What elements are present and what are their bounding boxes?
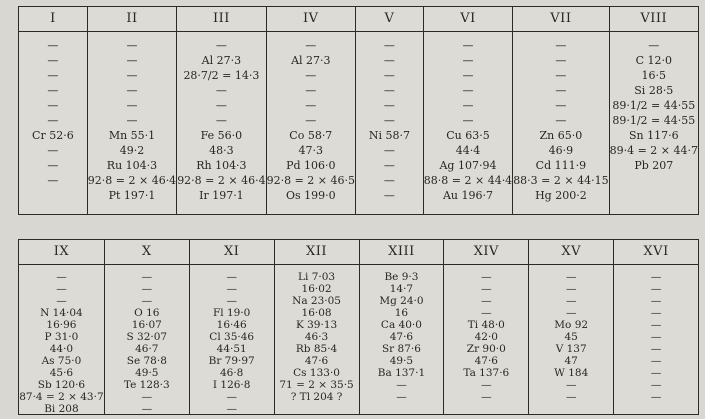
table-cell: — — [565, 283, 577, 295]
table-cell: — — [126, 69, 138, 82]
table-cell: — — [305, 99, 317, 112]
table-cell: — — [141, 295, 153, 307]
table-cell: 47·6 — [389, 331, 414, 343]
column-header: X — [105, 240, 189, 265]
table-cell: 47·6 — [304, 355, 329, 367]
table-cell: 89·1/2 = 44·55 — [612, 99, 696, 112]
table-cell: — — [47, 39, 59, 52]
table-column — [176, 7, 265, 214]
table-cell: — — [650, 283, 662, 295]
table-cell: — — [47, 99, 59, 112]
table-cell: — — [383, 189, 395, 202]
table-cell: — — [650, 271, 662, 283]
table-cell: — — [305, 114, 317, 127]
table-cell: 47·6 — [474, 355, 498, 367]
table-cell: — — [481, 283, 492, 295]
table-cell: — — [481, 379, 492, 391]
table-cell: — — [650, 331, 662, 343]
table-cell: — — [215, 39, 227, 52]
table-cell: — — [47, 54, 59, 67]
table-cell: Zn 65·0 — [539, 129, 583, 142]
table-cell: P 31·0 — [44, 331, 79, 343]
table-cell: Ti 48·0 — [467, 319, 505, 331]
table-cell: 47 — [564, 355, 578, 367]
table-cell: — — [141, 271, 153, 283]
table-cell: ? Tl 204 ? — [290, 391, 343, 403]
table-cell: 42·0 — [474, 331, 498, 343]
column-header: XV — [529, 240, 613, 265]
table-column — [512, 7, 608, 214]
column-header: XVI — [614, 240, 698, 265]
table-cell: Sn 117·6 — [628, 129, 679, 142]
table-cell: — — [56, 271, 67, 283]
table-cell: Ca 40·0 — [380, 319, 422, 331]
table-cell: Mg 24·0 — [379, 295, 424, 307]
table-cell: 87·4 = 2 × 43·7 — [19, 391, 104, 403]
table-cell: — — [126, 54, 138, 67]
table-column — [266, 7, 355, 214]
table-cell: Se 78·8 — [126, 355, 167, 367]
table-cell: Na 23·05 — [292, 295, 341, 307]
table-cell: W 184 — [554, 367, 589, 379]
table-cell: I 126·8 — [212, 379, 251, 391]
table-cell: Cs 133·0 — [293, 367, 340, 379]
table-cell: — — [650, 343, 662, 355]
table-cell: 92·8 = 2 × 46·4 — [177, 174, 266, 187]
bottom-table — [18, 239, 699, 415]
table-cell: — — [462, 99, 474, 112]
table-cell: Mo 92 — [554, 319, 589, 331]
table-column — [87, 7, 176, 214]
table-cell: C 12·0 — [635, 54, 672, 67]
table-cell: 47·3 — [298, 144, 324, 157]
table-cell: — — [47, 69, 59, 82]
table-column — [19, 240, 104, 415]
table-cell: — — [305, 69, 317, 82]
table-column — [274, 240, 359, 415]
table-cell: — — [383, 54, 395, 67]
table-cell: 28·7/2 = 14·3 — [183, 69, 260, 82]
table-cell: Cr 52·6 — [32, 129, 74, 142]
table-cell: — — [565, 295, 577, 307]
table-cell: 46·8 — [219, 367, 244, 379]
column-header: XIV — [444, 240, 528, 265]
table-cell: Pd 106·0 — [286, 159, 336, 172]
table-cell: Ni 58·7 — [368, 129, 410, 142]
table-cell: — — [481, 391, 492, 403]
table-cell: 16·46 — [216, 319, 247, 331]
table-cell: 44·51 — [216, 343, 247, 355]
table-cell: 44·4 — [455, 144, 481, 157]
table-cell: — — [481, 295, 492, 307]
column-header: VIII — [610, 7, 698, 32]
table-cell: — — [383, 144, 395, 157]
table-cell: 48·3 — [209, 144, 234, 157]
table-cell: 89·1/2 = 44·55 — [612, 114, 696, 127]
table-cell: 16·02 — [301, 283, 332, 295]
column-header: V — [356, 7, 423, 32]
table-cell: — — [383, 69, 395, 82]
table-cell: Cu 63·5 — [446, 129, 490, 142]
table-cell: 71 = 2 × 35·5 — [279, 379, 354, 391]
table-cell: 14·7 — [389, 283, 414, 295]
table-column — [423, 7, 512, 214]
table-column — [609, 7, 698, 214]
table-cell: — — [650, 319, 662, 331]
table-cell: — — [305, 39, 317, 52]
table-cell: Te 128·3 — [123, 379, 170, 391]
table-cell: — — [226, 403, 237, 415]
table-cell: — — [555, 54, 567, 67]
table-cell: 16·08 — [301, 307, 332, 319]
table-cell: 88·3 = 2 × 44·15 — [513, 174, 609, 187]
table-cell: 44·0 — [49, 343, 74, 355]
column-header: VI — [424, 7, 512, 32]
table-cell: Mn 55·1 — [108, 129, 156, 142]
table-cell: 49·2 — [119, 144, 145, 157]
table-cell: — — [226, 391, 237, 403]
table-cell: 92·8 = 2 × 46·5 — [266, 174, 355, 187]
table-cell: — — [226, 283, 237, 295]
table-cell: — — [565, 271, 577, 283]
table-cell: Be 9·3 — [384, 271, 419, 283]
table-cell: Ba 137·1 — [377, 367, 426, 379]
table-cell: Br 79·97 — [208, 355, 255, 367]
table-cell: 16·96 — [46, 319, 77, 331]
table-column — [19, 7, 87, 214]
table-cell: Sr 87·6 — [381, 343, 421, 355]
table-cell: Pt 197·1 — [108, 189, 156, 202]
table-column — [443, 240, 528, 415]
table-cell: — — [215, 114, 227, 127]
table-cell: — — [383, 174, 395, 187]
column-header: VII — [513, 7, 608, 32]
table-cell: — — [650, 379, 662, 391]
table-cell: — — [47, 84, 59, 97]
table-cell: — — [226, 271, 237, 283]
table-cell: — — [650, 295, 662, 307]
table-cell: 46·7 — [135, 343, 159, 355]
table-cell: Ru 104·3 — [106, 159, 158, 172]
table-cell: — — [126, 99, 138, 112]
table-cell: — — [47, 114, 59, 127]
table-cell: — — [56, 283, 67, 295]
table-column — [355, 7, 423, 214]
table-cell: 49·5 — [135, 367, 159, 379]
table-cell: — — [383, 39, 395, 52]
table-column — [189, 240, 274, 415]
table-cell: — — [565, 379, 577, 391]
table-cell: — — [141, 391, 153, 403]
table-cell: Zr 90·0 — [466, 343, 506, 355]
column-header: IX — [19, 240, 104, 265]
table-cell: Al 27·3 — [291, 54, 331, 67]
table-cell: — — [396, 391, 407, 403]
table-cell: Os 199·0 — [285, 189, 336, 202]
table-cell: Ta 137·6 — [463, 367, 510, 379]
table-cell: — — [650, 355, 662, 367]
table-cell: — — [396, 379, 407, 391]
table-cell: — — [47, 174, 59, 187]
table-cell: — — [565, 307, 577, 319]
table-column — [613, 240, 698, 415]
table-cell: N 14·04 — [40, 307, 83, 319]
table-column — [359, 240, 444, 415]
table-cell: Rb 85·4 — [295, 343, 338, 355]
table-cell: 46·9 — [548, 144, 574, 157]
table-cell: — — [462, 114, 474, 127]
table-cell: — — [126, 84, 138, 97]
table-cell: 45·6 — [49, 367, 74, 379]
table-cell: — — [215, 84, 227, 97]
table-cell: Bi 208 — [44, 403, 79, 415]
table-cell: — — [47, 144, 59, 157]
table-cell: V 137 — [555, 343, 587, 355]
table-cell: — — [555, 114, 567, 127]
table-cell: Au 196·7 — [442, 189, 493, 202]
table-cell: — — [555, 99, 567, 112]
table-cell: — — [462, 84, 474, 97]
table-cell: 45 — [564, 331, 578, 343]
table-cell: Rh 104·3 — [196, 159, 247, 172]
table-cell: Li 7·03 — [298, 271, 336, 283]
table-cell: — — [462, 69, 474, 82]
column-header: II — [88, 7, 176, 32]
table-cell: Co 58·7 — [289, 129, 333, 142]
table-cell: — — [555, 84, 567, 97]
column-header: I — [19, 7, 87, 32]
table-cell: — — [650, 391, 662, 403]
column-header: XII — [275, 240, 359, 265]
table-cell: Si 28·5 — [634, 84, 674, 97]
table-cell: Pb 207 — [634, 159, 674, 172]
table-cell: 49·5 — [389, 355, 414, 367]
table-cell: — — [555, 39, 567, 52]
column-header: III — [177, 7, 265, 32]
table-cell: Sb 120·6 — [37, 379, 86, 391]
table-cell: — — [481, 307, 492, 319]
table-cell: — — [462, 54, 474, 67]
table-cell: — — [141, 283, 153, 295]
table-cell: 89·4 = 2 × 44·7 — [609, 144, 698, 157]
table-column — [528, 240, 613, 415]
table-cell: 16·5 — [641, 69, 667, 82]
table-cell: — — [383, 114, 395, 127]
table-cell: — — [462, 39, 474, 52]
table-cell: Ag 107·94 — [439, 159, 497, 172]
table-cell: — — [565, 391, 577, 403]
top-table — [18, 6, 699, 215]
table-cell: 16 — [394, 307, 409, 319]
table-cell: — — [56, 295, 67, 307]
table-cell: Fe 56·0 — [200, 129, 243, 142]
table-column — [104, 240, 189, 415]
table-cell: — — [47, 159, 59, 172]
table-cell: K 39·13 — [295, 319, 338, 331]
table-cell: — — [226, 295, 237, 307]
table-cell: — — [305, 84, 317, 97]
table-cell: — — [126, 39, 138, 52]
column-header: XIII — [360, 240, 444, 265]
table-cell: — — [481, 271, 492, 283]
table-cell: — — [650, 367, 662, 379]
table-cell: — — [650, 307, 662, 319]
table-cell: S 32·07 — [126, 331, 168, 343]
column-header: IV — [267, 7, 355, 32]
table-cell: — — [126, 114, 138, 127]
table-cell: 46·3 — [304, 331, 329, 343]
table-cell: — — [648, 39, 660, 52]
table-cell: As 75·0 — [41, 355, 82, 367]
table-cell: Ir 197·1 — [199, 189, 244, 202]
table-cell: — — [141, 403, 153, 415]
table-cell: 16·07 — [131, 319, 162, 331]
table-cell: Fl 19·0 — [213, 307, 251, 319]
table-cell: — — [215, 99, 227, 112]
table-cell: Al 27·3 — [201, 54, 242, 67]
table-cell: — — [383, 84, 395, 97]
table-cell: O 16 — [134, 307, 160, 319]
table-cell: Cl 35·46 — [209, 331, 255, 343]
table-cell: — — [383, 159, 395, 172]
table-cell: Cd 111·9 — [535, 159, 587, 172]
table-cell: Hg 200·2 — [535, 189, 587, 202]
table-cell: — — [383, 99, 395, 112]
table-cell: — — [555, 69, 567, 82]
table-cell: 88·8 = 2 × 44·4 — [423, 174, 513, 187]
table-cell: 92·8 = 2 × 46·4 — [87, 174, 177, 187]
column-header: XI — [190, 240, 274, 265]
